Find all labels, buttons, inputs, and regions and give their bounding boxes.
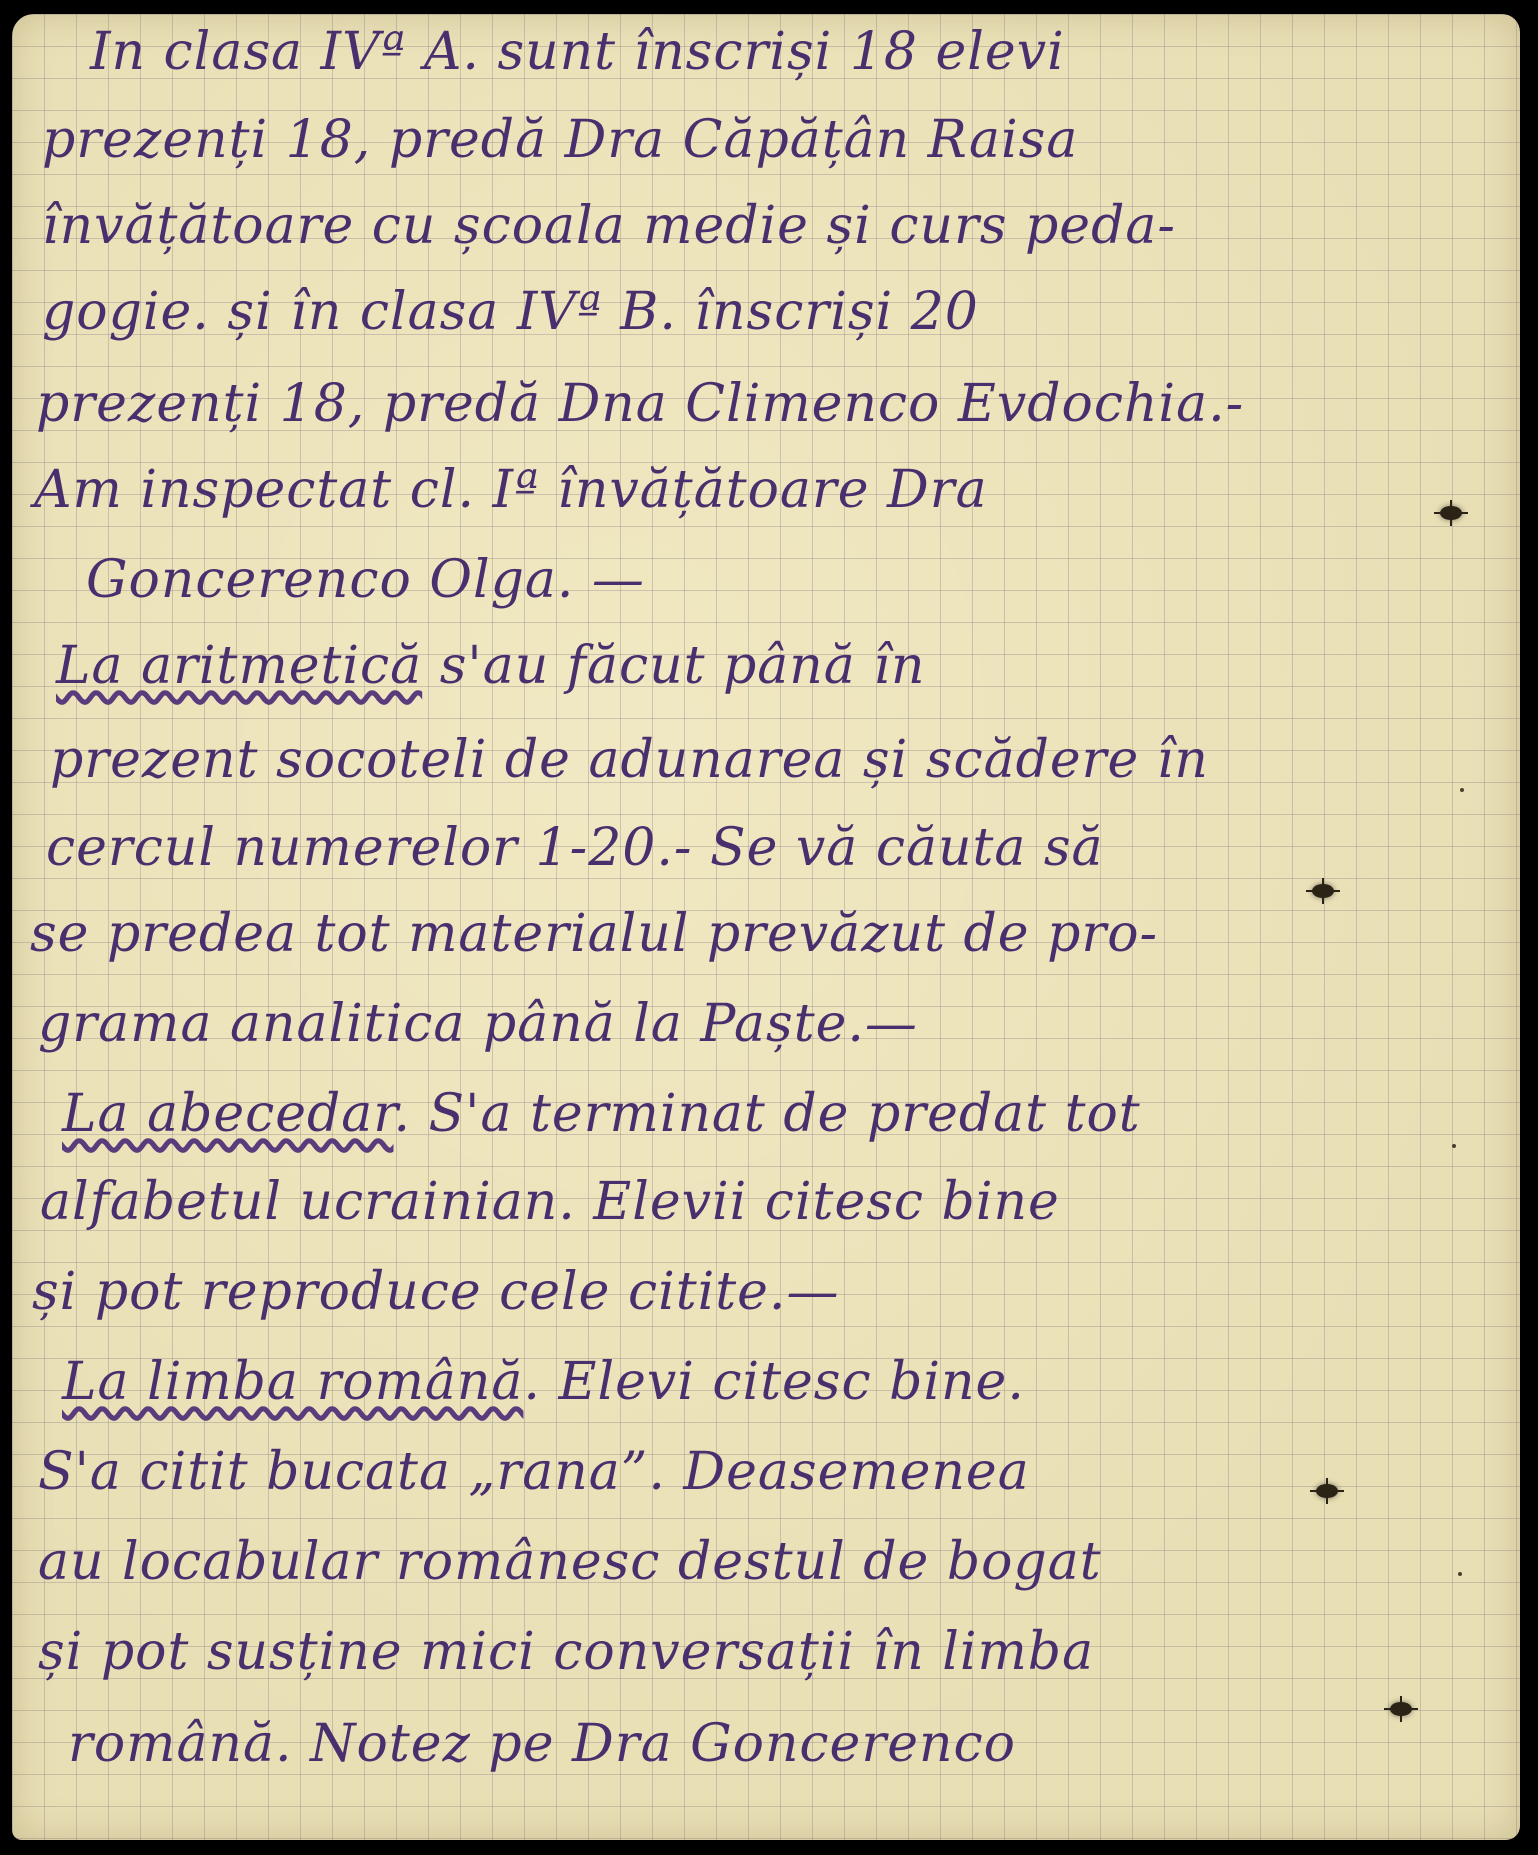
text-line-18: au locabular românesc destul de bogat xyxy=(38,1532,1102,1592)
paper-mark xyxy=(1458,1572,1462,1576)
punch-hole xyxy=(1440,506,1462,520)
paper-mark xyxy=(1460,788,1464,792)
text-line-12: grama analitica până la Paște.— xyxy=(38,994,918,1054)
text-line-14: alfabetul ucrainian. Elevii citesc bine xyxy=(40,1172,1060,1232)
text-line-3: învățătoare cu școala medie și curs peda- xyxy=(42,196,1176,256)
heading-limba-romana: La limba română xyxy=(62,1352,524,1412)
heading-abecedar-rest: . S'a terminat de predat tot xyxy=(393,1084,1141,1144)
text-line-5: prezenți 18, predă Dna Climenco Evdochia.- xyxy=(36,374,1245,434)
text-line-7: Goncerenco Olga. — xyxy=(86,550,645,610)
text-line-19: și pot susține mici conversații în limba xyxy=(38,1622,1095,1682)
heading-abecedar: La abecedar xyxy=(62,1084,394,1144)
text-line-2: prezenți 18, predă Dra Căpățân Raisa xyxy=(42,110,1079,170)
text-line-17: S'a citit bucata „rana”. Deasemenea xyxy=(38,1442,1030,1502)
heading-aritmetica-rest: s'au făcut până în xyxy=(422,636,926,696)
paper-mark xyxy=(1452,1144,1456,1148)
text-line-16 xyxy=(62,1352,1025,1412)
text-line-6: Am inspectat cl. Iª învățătoare Dra xyxy=(34,460,988,520)
text-line-10: cercul numerelor 1-20.- Se vă căuta să xyxy=(46,818,1104,878)
punch-hole xyxy=(1312,884,1334,898)
text-line-11: se predea tot materialul prevăzut de pro- xyxy=(30,904,1159,964)
heading-aritmetica: La aritmetică xyxy=(56,636,423,696)
text-line-9: prezent socoteli de adunarea și scădere în xyxy=(50,730,1209,790)
punch-hole xyxy=(1316,1484,1338,1498)
text-line-20: română. Notez pe Dra Goncerenco xyxy=(68,1714,1016,1774)
punch-hole xyxy=(1390,1702,1412,1716)
text-line-15: și pot reproduce cele citite.— xyxy=(32,1262,840,1322)
notebook-page xyxy=(12,14,1520,1840)
heading-limba-rest: . Elevi citesc bine. xyxy=(523,1352,1025,1412)
text-line-1: In clasa IVª A. sunt înscriși 18 elevi xyxy=(90,22,1065,82)
text-line-13 xyxy=(62,1084,1141,1144)
text-line-4: gogie. și în clasa IVª B. înscriși 20 xyxy=(42,282,979,342)
text-line-8 xyxy=(56,636,925,696)
